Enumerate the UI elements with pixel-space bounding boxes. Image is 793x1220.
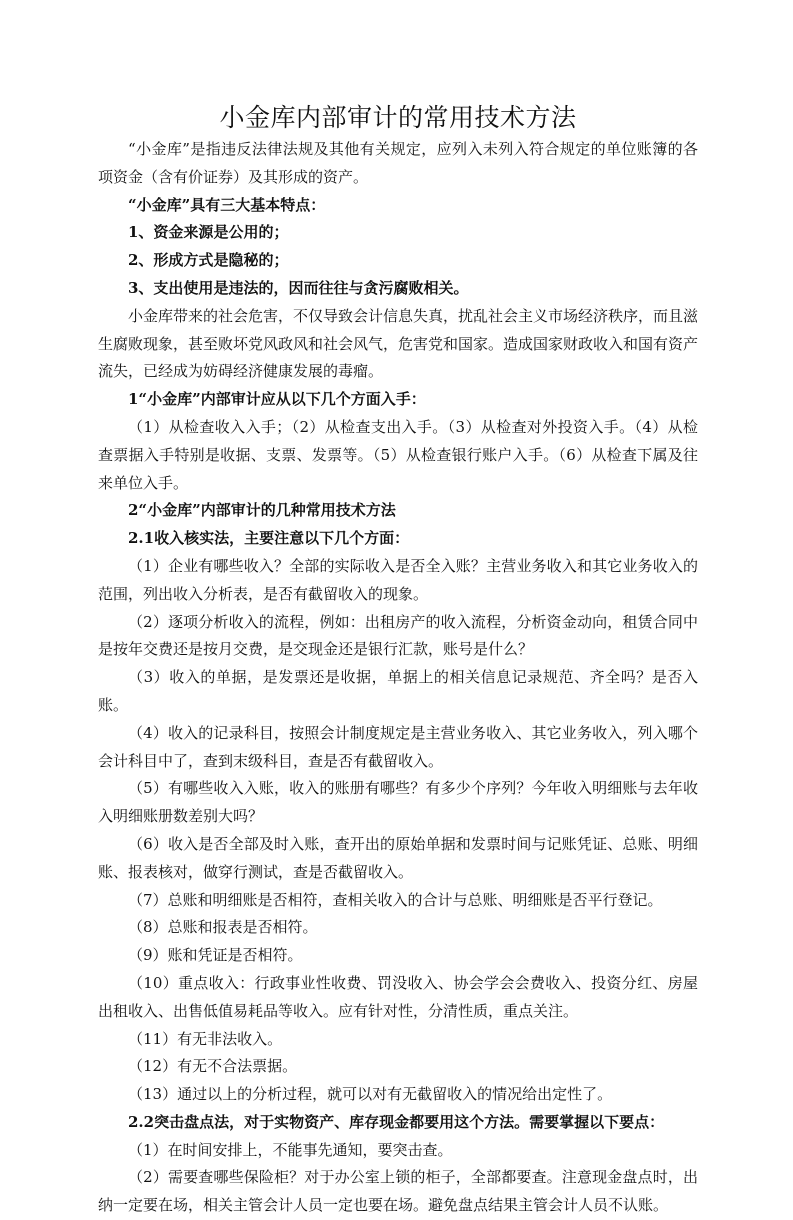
paragraph: 2“小金库”内部审计的几种常用技术方法 [128,501,396,520]
paragraph: 小金库带来的社会危害，不仅导致会计信息失真，扰乱社会主义市场经济秩序，而且滋生腐败现象，甚至败坏党风政风和社会风气，危害党和国家。造成国家财政收入和国有资产流失，已经成为妨碍经济健康发展的毒瘤。 [98,306,699,381]
paragraph: （1）从检查收入入手；（2）从检查支出入手。（3）从检查对外投资入手。（4）从检查票据入手特别是收据、支票、发票等。（5）从检查银行账户入手。（6）从检查下属及往来单位入手。 [98,417,698,492]
paragraph: （4）收入的记录科目，按照会计制度规定是主营业务收入、其它业务收入，列入哪个会计科目中了，查到末级科目，查是否有截留收入。 [98,723,698,770]
paragraph: （11）有无非法收入。 [128,1029,283,1048]
paragraph: （3）收入的单据，是发票还是收据，单据上的相关信息记录规范、齐全吗？是否入账。 [98,668,698,714]
paragraph: （9）账和凭证是否相符。 [128,946,303,965]
paragraph: 3、支出使用是违法的，因而往往与贪污腐败相关。 [128,278,469,297]
paragraph: “小金库”是指违反法律法规及其他有关规定，应列入未列入符合规定的单位账簿的各项资金（含有价证券）及其形成的资产。 [98,140,698,186]
paragraph: 2.2突击盘点法，对于实物资产、库存现金都要用这个方法。需要掌握以下要点： [128,1112,665,1131]
paragraph: （2）需要查哪些保险柜？对于办公室上锁的柜子，全部都要查。注意现金盘点时，出纳一定要在场，相关主管会计人员一定也要在场。避免盘点结果主管会计人员不认账。 [98,1168,698,1215]
paragraph: （10）重点收入：行政事业性收费、罚没收入、协会学会会费收入、投资分红、房屋出租收入、出售低值易耗品等收入。应有针对性，分清性质，重点关注。 [98,973,698,1020]
paragraph: （7）总账和明细账是否相符，查相关收入的合计与总账、明细账是否平行登记。 [128,890,663,909]
paragraph: （13）通过以上的分析过程，就可以对有无截留收入的情况给出定性了。 [128,1085,613,1104]
paragraph: （1）在时间安排上，不能事先通知，要突击查。 [128,1140,453,1159]
paragraph: 1、资金来源是公用的； [128,223,289,242]
paragraph: 2、形成方式是隐秘的； [128,251,289,270]
paragraph: （6）收入是否全部及时入账，查开出的原始单据和发票时间与记账凭证、总账、明细账、报表核对，做穿行测试，查是否截留收入。 [98,834,698,881]
document-body [98,136,698,1220]
paragraph: （5）有哪些收入入账，收入的账册有哪些？有多少个序列？今年收入明细账与去年收入明细账册数差别大吗？ [98,779,698,826]
document-title: 小金库内部审计的常用技术方法 [219,103,577,132]
paragraph: （1）企业有哪些收入？全部的实际收入是否全入账？主营业务收入和其它业务收入的范围，列出收入分析表，是否有截留收入的现象。 [98,556,698,603]
paragraph: 2.1收入核实法，主要注意以下几个方面： [128,529,410,548]
paragraph: 1“小金库”内部审计应从以下几个方面入手： [128,390,426,409]
document-page [98,100,698,1220]
paragraph: （12）有无不合法票据。 [128,1057,298,1076]
paragraph: （2）逐项分析收入的流程，例如：出租房产的收入流程，分析资金动向，租赁合同中是按年交费还是按月交费，是交现金还是银行汇款，账号是什么？ [98,612,698,659]
paragraph: “小金库”具有三大基本特点： [128,195,326,214]
paragraph: （8）总账和报表是否相符。 [128,918,318,937]
